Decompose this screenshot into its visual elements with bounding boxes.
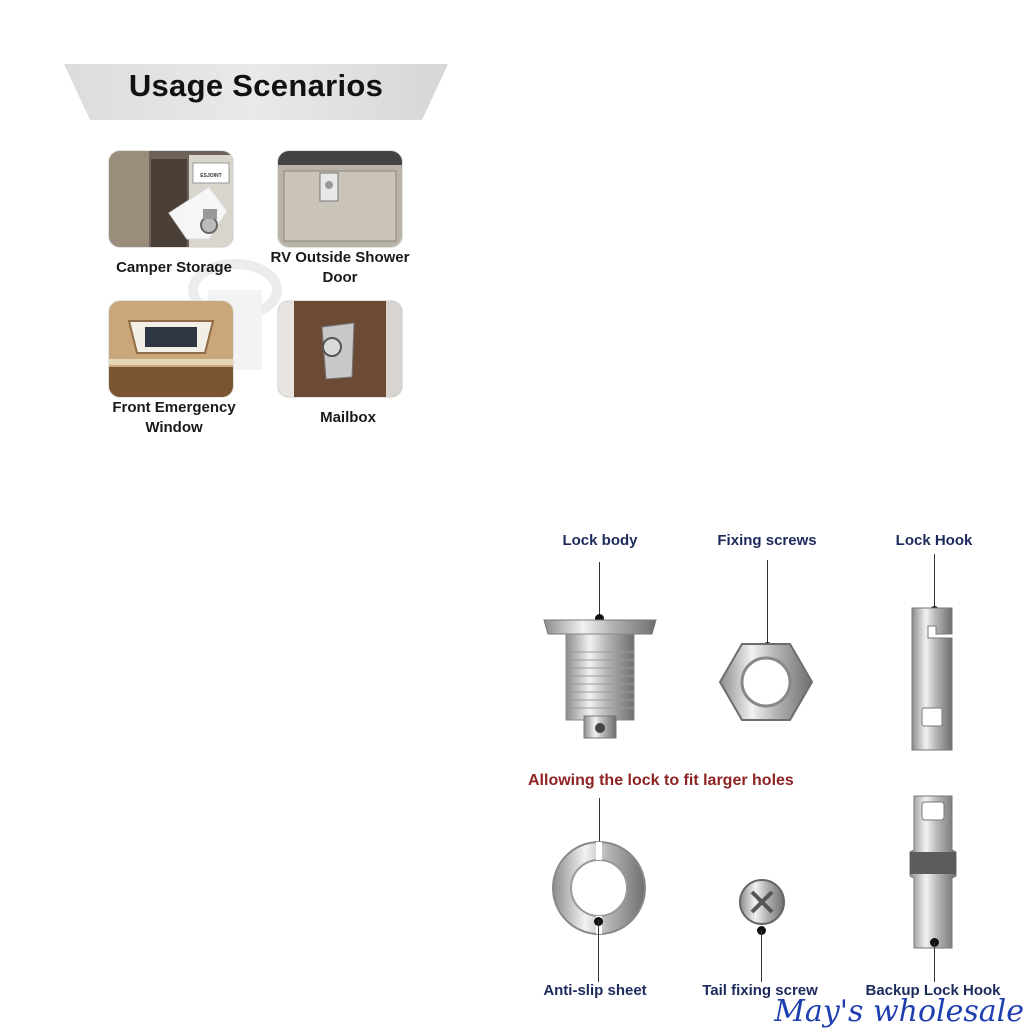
front-emergency-window-photo: [108, 300, 234, 398]
label-fixing-screws: Fixing screws: [717, 532, 817, 549]
label-tail-fixing-screw: Tail fixing screw: [702, 982, 818, 999]
label-backup-lock-hook: Backup Lock Hook: [865, 982, 1001, 999]
leader-fixing-screws: [767, 560, 768, 646]
fixing-nut-graphic: [718, 640, 814, 724]
camper-storage-photo: [108, 150, 234, 248]
leader-lock-hook: [934, 554, 935, 610]
caption-front-emergency-window: Front Emergency Window: [112, 399, 236, 436]
leader-tail-screw: [761, 930, 762, 982]
tail-fixing-screw-graphic: [738, 878, 786, 926]
caption-camper-storage: Camper Storage: [116, 259, 232, 276]
leader-backup-hook: [934, 942, 935, 982]
mailbox-photo: [277, 300, 403, 398]
watermark-text: May's wholesale: [774, 994, 1024, 1029]
label-anti-slip-sheet: Anti-slip sheet: [543, 982, 647, 999]
camper-sign-text: ESJOINT: [200, 173, 222, 179]
label-lock-hook: Lock Hook: [895, 532, 973, 549]
lock-hook-graphic: [906, 604, 958, 756]
leader-anti-slip: [598, 920, 599, 982]
label-lock-body: Lock body: [562, 532, 638, 549]
caption-rv-shower-door: RV Outside Shower Door: [270, 249, 410, 286]
backup-lock-hook-graphic: [906, 792, 960, 954]
lock-body-graphic: [540, 612, 660, 744]
caption-mailbox: Mailbox: [320, 409, 376, 426]
note-larger-holes: Allowing the lock to fit larger holes: [528, 772, 794, 789]
usage-title: Usage Scenarios: [128, 68, 384, 103]
leader-lock-body: [599, 562, 600, 618]
rv-shower-door-photo: [277, 150, 403, 248]
